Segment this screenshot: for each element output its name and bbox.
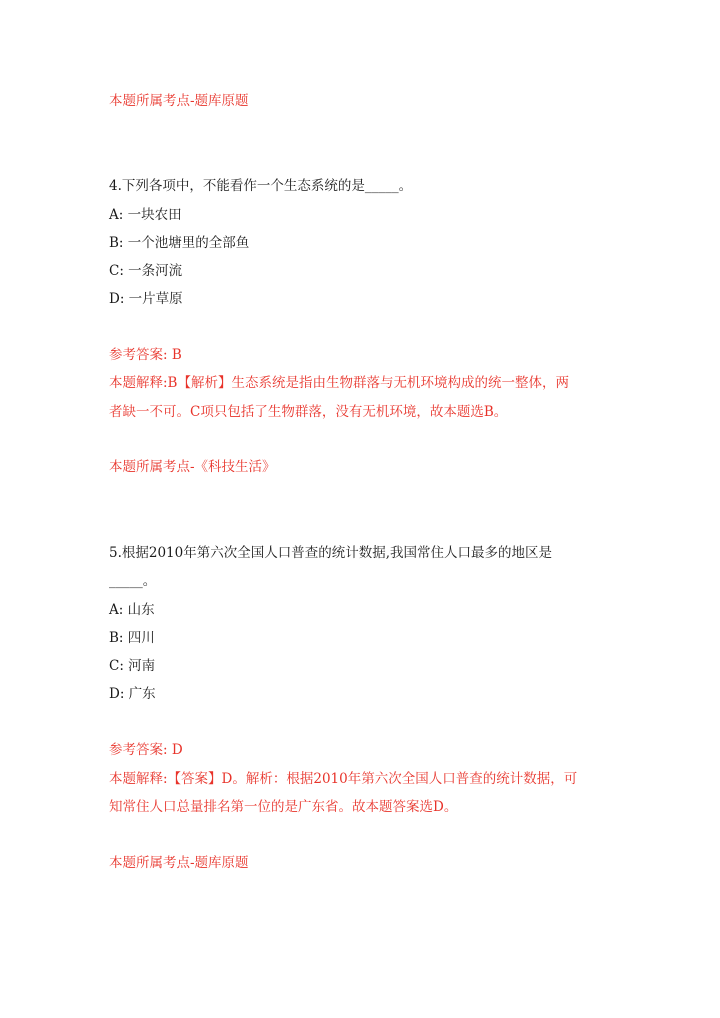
question-5-stem-line-2: _____。 [109, 573, 157, 589]
question-4-option-a: A: 一块农田 [109, 207, 182, 223]
question-4-option-d: D: 一片草原 [109, 291, 183, 307]
question-5-explanation-line-2: 知常住人口总量排名第一位的是广东省。故本题答案选D。 [109, 799, 458, 815]
question-5-option-d: D: 广东 [109, 686, 156, 702]
question-4-stem: 4.下列各项中，不能看作一个生态系统的是_____。 [109, 178, 413, 194]
question-4-option-c: C: 一条河流 [109, 263, 183, 279]
question-4-option-b: B: 一个池塘里的全部鱼 [109, 235, 250, 251]
source-note-top: 本题所属考点-题库原题 [109, 93, 249, 109]
question-5-answer: 参考答案: D [109, 742, 183, 758]
question-5-option-a: A: 山东 [109, 602, 155, 618]
question-4-explanation-line-1: 本题解释:B【解析】生态系统是指由生物群落与无机环境构成的统一整体，两 [109, 375, 569, 391]
question-5-explanation-line-1: 本题解释:【答案】D。解析：根据2010年第六次全国人口普查的统计数据，可 [109, 771, 578, 787]
question-4-source: 本题所属考点-《科技生活》 [109, 459, 276, 475]
question-5-option-c: C: 河南 [109, 658, 156, 674]
question-4-answer: 参考答案: B [109, 347, 182, 363]
question-4-explanation-line-2: 者缺一不可。C项只包括了生物群落，没有无机环境，故本题选B。 [109, 404, 508, 420]
question-5-stem-line-1: 5.根据2010年第六次全国人口普查的统计数据,我国常住人口最多的地区是 [109, 545, 553, 561]
question-5-option-b: B: 四川 [109, 630, 155, 646]
question-5-source: 本题所属考点-题库原题 [109, 855, 249, 871]
